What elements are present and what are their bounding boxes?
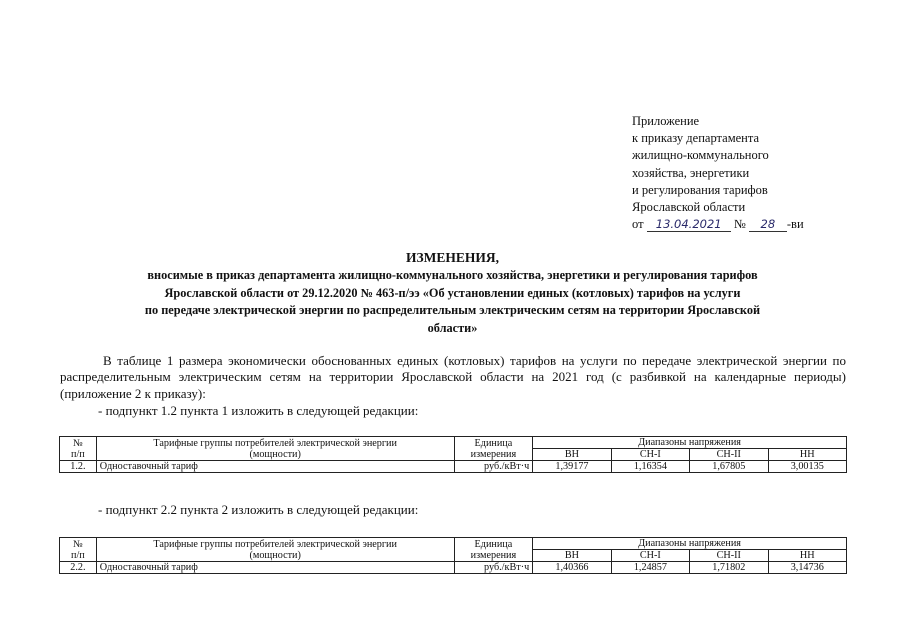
header-unit-cell: [454, 437, 533, 461]
bullet-item-2: - подпункт 2.2 пункта 2 изложить в следующей редакции:: [98, 502, 419, 517]
header-num-label: п/п: [71, 549, 85, 561]
row-num: 2.2.: [60, 562, 97, 574]
row-vn: 1,40366: [533, 562, 611, 574]
table-row: [60, 461, 847, 473]
header-group-label: Тарифные группы потребителей электрической энергии: [153, 538, 397, 550]
appendix-block: [632, 113, 872, 233]
header-sn1: СН-I: [611, 550, 689, 562]
row-group: Одноставочный тариф: [96, 562, 454, 574]
row-unit: руб./кВт·ч: [454, 562, 533, 574]
handwritten-number: 28: [749, 217, 787, 232]
header-ranges-cell: Диапазоны напряжения: [533, 437, 847, 449]
header-num-cell: [60, 538, 97, 562]
number-label: №: [733, 217, 746, 232]
header-vn: ВН: [533, 449, 611, 461]
header-nn: НН: [768, 449, 847, 461]
header-sn1: СН-I: [611, 449, 689, 461]
header-group-label: (мощности): [249, 549, 301, 561]
body-paragraph: [60, 353, 846, 402]
subtitle-line: области»: [427, 320, 478, 335]
document-title: ИЗМЕНЕНИЯ,: [405, 250, 499, 265]
row-sn1: 1,16354: [611, 461, 689, 473]
row-sn2: 1,71802: [690, 562, 768, 574]
header-group-label: (мощности): [249, 448, 301, 460]
appendix-line: хозяйства, энергетики: [632, 165, 750, 180]
header-num-label: п/п: [71, 448, 85, 460]
appendix-line: к приказу департамента: [632, 131, 760, 146]
handwritten-date: 13.04.2021: [647, 217, 731, 232]
header-group-cell: [96, 437, 454, 461]
header-unit-label: измерения: [470, 549, 517, 561]
header-ranges-cell: Диапазоны напряжения: [533, 538, 847, 550]
header-unit-label: Единица: [474, 437, 513, 449]
paragraph-text: В таблице 1 размера экономически обоснованных единых (котловых) тарифов на услуги по передаче электрической энергии по распределительным электрическим сетям на территории Ярославской области на 2021 год (с разбивкой на календарные периоды) (приложение 2 к приказу):: [60, 353, 846, 401]
document-subtitle: [55, 267, 850, 337]
header-num-label: №: [73, 538, 83, 550]
header-num-cell: [60, 437, 97, 461]
appendix-line: Приложение: [632, 114, 700, 128]
date-prefix: от: [632, 217, 644, 232]
header-unit-label: измерения: [470, 448, 517, 460]
header-vn: ВН: [533, 550, 611, 562]
row-sn1: 1,24857: [611, 562, 689, 574]
appendix-line: и регулирования тарифов: [632, 182, 768, 197]
appendix-line: жилищно-коммунального: [632, 148, 769, 163]
subtitle-line: по передаче электрической энергии по распределительным электрическим сетям на территории Ярославской: [144, 303, 761, 318]
header-nn: НН: [768, 550, 847, 562]
row-num: 1.2.: [60, 461, 97, 473]
row-sn2: 1,67805: [690, 461, 768, 473]
appendix-line: Ярославской области: [632, 200, 746, 215]
header-num-label: №: [73, 437, 83, 449]
table-header-row: [60, 538, 847, 550]
subtitle-line: вносимые в приказ департамента жилищно-коммунального хозяйства, энергетики и регулирования тарифов: [147, 268, 758, 282]
header-group-cell: [96, 538, 454, 562]
number-suffix: -ви: [786, 217, 804, 232]
header-unit-label: Единица: [474, 538, 513, 550]
table-row: [60, 562, 847, 574]
appendix-date-line: [632, 216, 872, 233]
header-sn2: СН-II: [690, 449, 768, 461]
bullet-item-1: - подпункт 1.2 пункта 1 изложить в следующей редакции:: [98, 403, 419, 418]
table-header-row: [60, 437, 847, 449]
row-unit: руб./кВт·ч: [454, 461, 533, 473]
row-nn: 3,14736: [768, 562, 847, 574]
header-group-label: Тарифные группы потребителей электрической энергии: [153, 437, 397, 449]
row-nn: 3,00135: [768, 461, 847, 473]
tariff-table-1: [59, 436, 847, 473]
row-vn: 1,39177: [533, 461, 611, 473]
header-sn2: СН-II: [690, 550, 768, 562]
subtitle-line: Ярославской области от 29.12.2020 № 463-п/ээ «Об установлении единых (котловых) тарифов на услуги: [164, 285, 741, 300]
row-group: Одноставочный тариф: [96, 461, 454, 473]
tariff-table-2: [59, 537, 847, 574]
header-unit-cell: [454, 538, 533, 562]
